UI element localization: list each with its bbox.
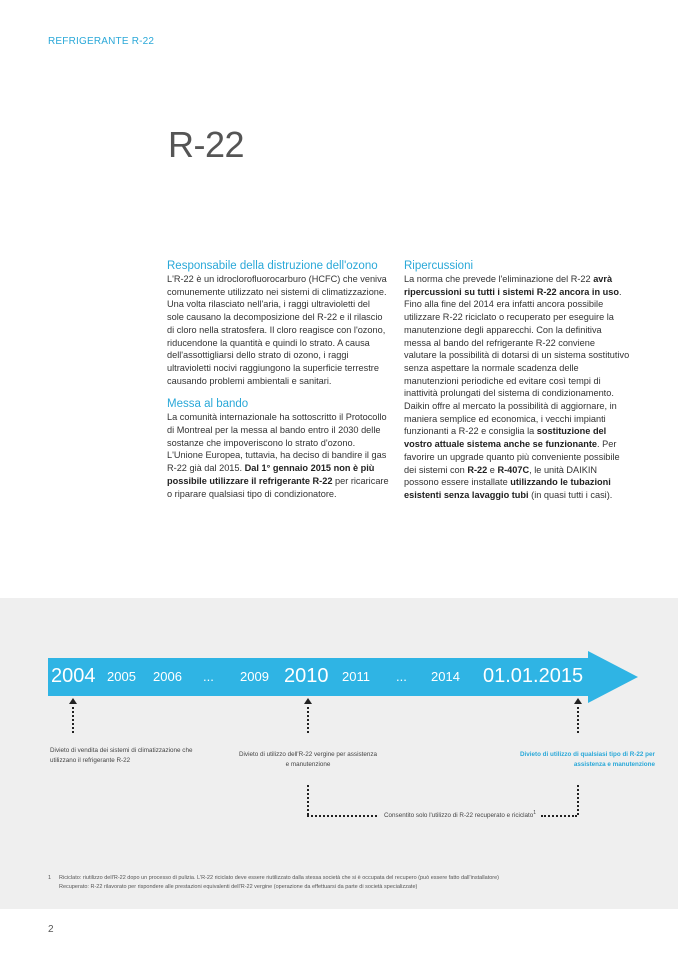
year-2009: 2009	[240, 669, 269, 684]
marker-2004	[67, 698, 79, 738]
recycled-bracket-bottom-right	[541, 815, 577, 817]
year-2014: 2014	[431, 669, 460, 684]
consequences-heading: Ripercussioni	[404, 260, 474, 272]
ban-heading: Messa al bando	[167, 398, 249, 411]
ozone-text: L'R-22 è un idroclorofluorocarburo (HCFC) che veniva comunemente utilizzato nei sistemi di climatizzazione. Una volta rilasciato nell'aria, i raggi ultravioletti del sole causano la decomposizione del R-22 e il rilascio di cloro nella stratosfera. Il cloro reagisce con l'ozono, riducendone la quantità e quindi lo strato. A causa dell'assottigliarsi dello strato di ozono, i raggi ultravioletti nocivi raggiungono la superficie terrestre causando problemi ambientali e sanitari.	[167, 274, 387, 386]
recycled-bracket-left	[307, 785, 309, 815]
year-2004: 2004	[51, 665, 96, 687]
timeline-arrow-head	[588, 651, 638, 703]
consequences-text: La norma che prevede l'eliminazione del R-22 avrà ripercussioni su tutti i sistemi R-22 ancora in uso. Fino alla fine del 2014 era infatti ancora possibile utilizzare R-22 riciclato o recuperato per eseguire la manutenzione degli apparecchi. Con la definitiva messa al bando del refrigerante R-22 conviene valutare la possibilità di dotarsi di un sistema sostitutivo senza aspettare la normale scadenza delle manutenzioni periodiche ed evitare così tempi di inattività prolungati del sistema di condizionamento. Daikin offre al mercato la possibilità di aggiornare, in maniera semplice ed economica, i vecchi impianti funzionanti a R-22 e consiglia la sostituzione del vostro attuale sistema anche se funzionante. Per favorire un upgrade quanto più conveniente possibile dei sistemi con R-22 e R-407C, le unità DAIKIN possono essere installate utilizzando le tubazioni esistenti senza lavaggio tubi (in quasi tutti i casi).	[404, 274, 630, 500]
section-header: REFRIGERANTE R-22	[48, 36, 155, 47]
marker-2010	[302, 698, 314, 738]
footnote: 1 Riciclato: riutilizzo dell'R-22 dopo un processo di pulizia. L'R-22 riciclato deve essere riutilizzato dalla stessa società che si è occupata del recupero (può essere fatto dall'installatore) Recuperato: R-22 rilavorato per rispondere alle prestazioni equivalenti dell'R-22 vergine (operazione da effettuarsi da parte di società specializzate)	[48, 875, 500, 890]
year-2005: 2005	[107, 669, 136, 684]
year-2011: 2011	[342, 669, 370, 684]
year-2006: 2006	[153, 669, 182, 684]
note-2010: Divieto di utilizzo dell'R-22 vergine per assistenza e manutenzione	[238, 751, 378, 768]
right-column	[404, 260, 630, 513]
ban-text: La comunità internazionale ha sottoscritto il Protocollo di Montreal per la messa al bando entro il 2030 delle sostanze che impoveriscono lo strato d'ozono. L'Unione Europea, tuttavia, ha deciso di bandire il gas R-22 già dal 2015. Dal 1° gennaio 2015 non è più possibile utilizzare il refrigerante R-22 per ricaricare o riparare qualsiasi tipo di condizionatore.	[167, 412, 389, 499]
recycled-bracket-bottom-left	[307, 815, 377, 817]
page-title: R-22	[168, 124, 245, 165]
note-2015: Divieto di utilizzo di qualsiasi tipo di R-22 per assistenza e manutenzione	[519, 751, 655, 768]
left-column	[167, 260, 389, 511]
marker-2015	[572, 698, 584, 738]
year-ellipsis-1: ...	[203, 669, 214, 684]
ozone-heading: Responsabile della distruzione dell'ozono	[167, 260, 378, 272]
recycled-bracket-right	[577, 785, 579, 815]
year-2010: 2010	[284, 665, 329, 687]
year-ellipsis-2: ...	[396, 669, 407, 684]
year-2015: 01.01.2015	[483, 665, 584, 687]
note-2004: Divieto di vendita dei sistemi di climatizzazione che utilizzano il refrigerante R-22	[50, 747, 193, 764]
note-recycled: Consentito solo l'utilizzo di R-22 recuperato e riciclato$^1$	[384, 810, 537, 820]
page-number: 2	[48, 924, 54, 935]
